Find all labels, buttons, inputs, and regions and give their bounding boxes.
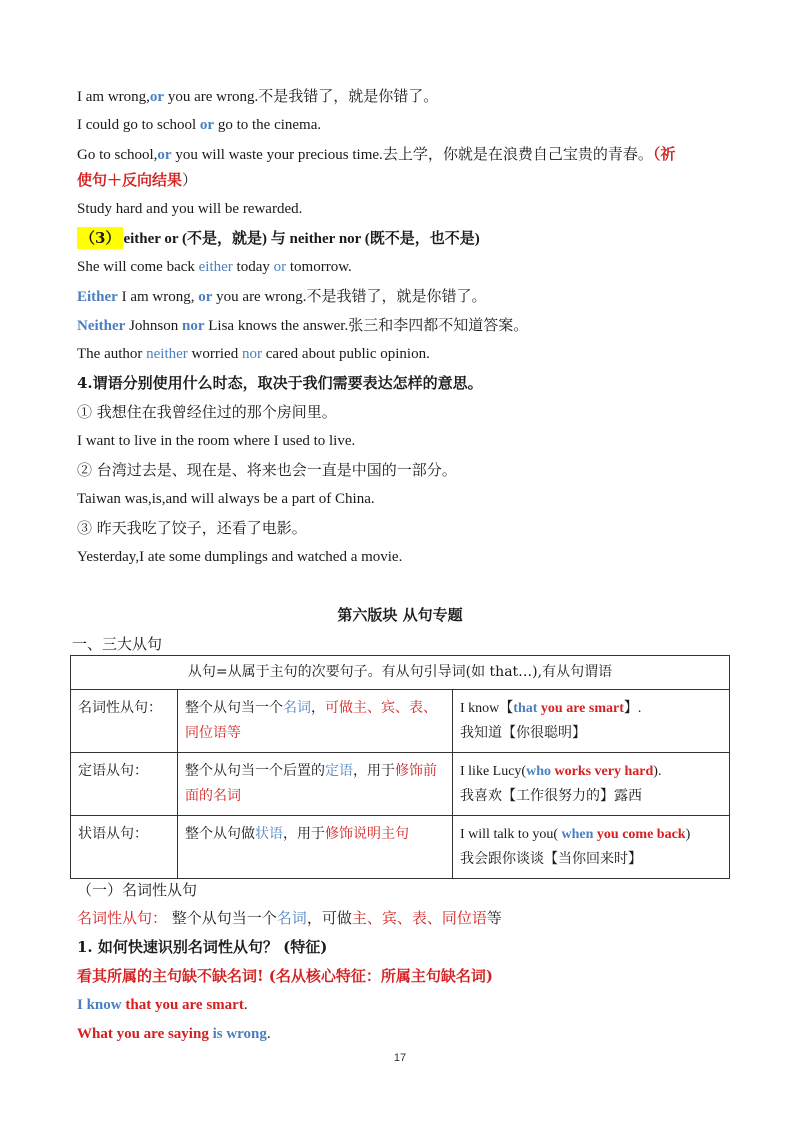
example-line xyxy=(77,547,402,567)
text: you will waste your precious time. xyxy=(171,147,383,163)
table-header: 从句=从属于主句的次要句子。有从句引导词(如 that…),有从句谓语 xyxy=(71,656,730,690)
example-line xyxy=(77,431,355,451)
highlighted-number: （3） xyxy=(77,227,123,249)
conjunction: or xyxy=(157,147,172,163)
clause-name: 定语从句： xyxy=(71,753,178,816)
conjunction: neither xyxy=(146,346,188,362)
note: 使句＋反向结果 xyxy=(77,171,183,189)
question-heading: 1. 如何快速识别名词性从句？ (特征) xyxy=(77,938,328,956)
conjunction: or xyxy=(273,259,287,275)
conjunction: Neither xyxy=(77,318,126,334)
example-line xyxy=(77,518,307,538)
text: worried xyxy=(187,346,242,362)
text: I could go to school xyxy=(77,117,200,133)
text: you are wrong. xyxy=(164,89,259,105)
conjunction: or xyxy=(198,289,213,305)
text: I am wrong, xyxy=(117,289,199,305)
translation: 不是我错了，就是你错了。 xyxy=(306,287,487,305)
text: ② 台湾过去是、现在是、将来也会一直是中国的一部分。 xyxy=(77,461,457,479)
translation: 张三和李四都不知道答案。 xyxy=(348,316,529,334)
subsection-heading: （一）名词性从句 xyxy=(77,881,198,899)
note-line xyxy=(77,170,197,191)
example-line xyxy=(77,460,457,480)
section-title: 第六版块 从句专题 xyxy=(337,606,463,624)
feature-line: 看其所属的主句缺不缺名词! (名从核心特征：所属主句缺名词) xyxy=(77,967,494,985)
clause-example: I will talk to you( when you come back) 我会跟你谈谈【当你回来时】 xyxy=(453,816,730,879)
note: （祈 xyxy=(652,145,676,163)
table-row xyxy=(71,816,730,879)
text: I want to live in the room where I used to live. xyxy=(77,433,356,449)
conjunction: Either xyxy=(77,289,118,305)
clause-description: 整个从句当一个名词，可做主、宾、表、同位语等 xyxy=(178,690,453,753)
text: The author xyxy=(77,346,147,362)
example-line xyxy=(77,86,438,107)
text: Johnson xyxy=(125,318,182,334)
example-line xyxy=(77,115,321,135)
clause-table xyxy=(70,655,730,879)
text: cared about public opinion. xyxy=(261,346,430,362)
text: Taiwan was,is,and will always be a part of China. xyxy=(77,491,375,507)
conjunction: nor xyxy=(241,346,262,362)
conjunction: or xyxy=(199,117,215,133)
subheading-text: either or (不是，就是) 与 neither nor (既不是，也不是) xyxy=(123,231,480,247)
text: ① 我想住在我曾经住过的那个房间里。 xyxy=(77,403,337,421)
example-line xyxy=(77,144,675,165)
example-line xyxy=(77,199,302,219)
text: ） xyxy=(182,171,198,189)
page-number: 17 xyxy=(393,1052,407,1064)
definition-line: 名词性从句： 整个从句当一个名词，可做主、宾、表、同位语等 xyxy=(77,909,502,927)
subheading xyxy=(77,228,480,249)
point-heading xyxy=(77,373,483,393)
example-line xyxy=(77,257,352,277)
clause-example: I know【that you are smart】. 我知道【你很聪明】 xyxy=(453,690,730,753)
example-line xyxy=(77,489,375,509)
text: today xyxy=(232,259,274,275)
section-subtitle: 一、三大从句 xyxy=(72,635,163,653)
clause-name: 名词性从句： xyxy=(71,690,178,753)
point-heading-text: 4.谓语分别使用什么时态，取决于我们需要表达怎样的意思。 xyxy=(77,374,483,392)
clause-name: 状语从句： xyxy=(71,816,178,879)
clause-description: 整个从句当一个后置的定语，用于修饰前面的名词 xyxy=(178,753,453,816)
text: tomorrow. xyxy=(286,259,352,275)
text: Yesterday,I ate some dumplings and watched a movie. xyxy=(77,549,403,565)
table-row xyxy=(71,690,730,753)
text: Go to school, xyxy=(77,147,158,163)
clause-description: 整个从句做状语，用于修饰说明主句 xyxy=(178,816,453,879)
table-row xyxy=(71,753,730,816)
text: I am wrong, xyxy=(77,89,150,105)
text: She will come back xyxy=(77,259,199,275)
text: Lisa knows the answer. xyxy=(204,318,349,334)
conjunction: either xyxy=(198,259,233,275)
clause-example: I like Lucy(who works very hard). 我喜欢【工作很努力的】露西 xyxy=(453,753,730,816)
translation: 去上学，你就是在浪费自己宝贵的青春。 xyxy=(382,145,653,163)
example-line xyxy=(77,344,430,364)
table-header-row xyxy=(71,656,730,690)
example-line xyxy=(77,286,487,307)
example-line xyxy=(77,315,528,336)
example-line: I know that you are smart. xyxy=(77,997,248,1013)
text: ③ 昨天我吃了饺子，还看了电影。 xyxy=(77,519,307,537)
conjunction: nor xyxy=(182,318,205,334)
example-line: What you are saying is wrong. xyxy=(77,1026,271,1042)
text: go to the cinema. xyxy=(214,117,322,133)
example-line xyxy=(77,402,337,422)
text: you are wrong. xyxy=(212,289,307,305)
conjunction: or xyxy=(149,89,165,105)
text: Study hard and you will be rewarded. xyxy=(77,201,303,217)
translation: 不是我错了，就是你错了。 xyxy=(258,87,439,105)
